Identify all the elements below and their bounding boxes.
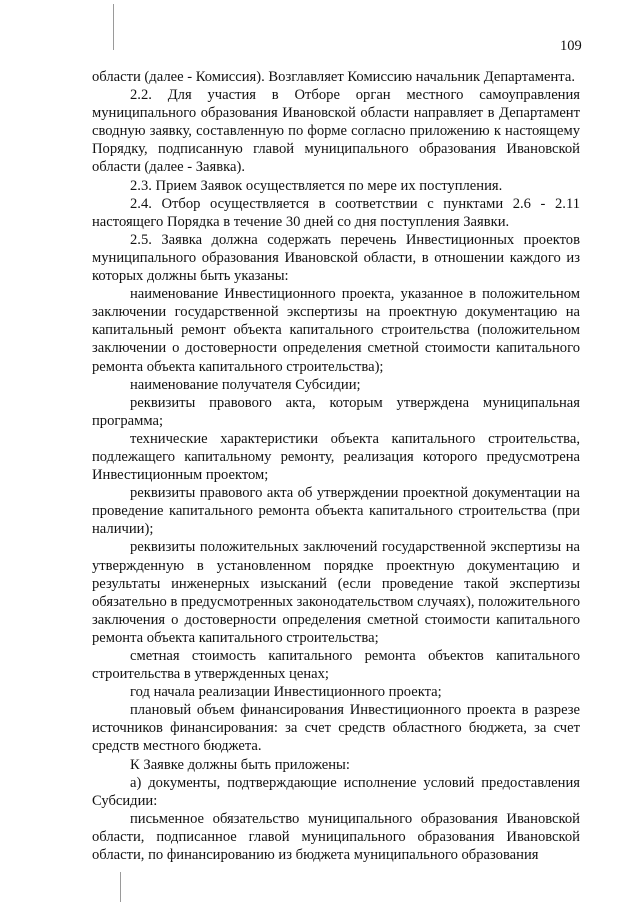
- scan-artifact-top: [113, 4, 114, 50]
- paragraph: области (далее - Комиссия). Возглавляет Комиссию начальник Департамента.: [92, 69, 575, 85]
- paragraph: реквизиты положительных заключений государственной экспертизы на утвержденную в установленном порядке проектную документацию и результаты инженерных изысканий (если проведение такой экспертизы обязательно в предусмотренных законодательством случаях), положительного заключения о достоверности определения сметной стоимости капитального ремонта объекта капитального строительства;: [92, 539, 580, 646]
- paragraph: наименование Инвестиционного проекта, указанное в положительном заключении государственной экспертизы на проектную документацию на капитальный ремонт объекта капитального строительства (положительном заключении о достоверности определения сметной стоимости капитального ремонта объекта капитального строительства);: [92, 286, 580, 375]
- paragraph: 2.2. Для участия в Отборе орган местного самоуправления муниципального образования Ивановской области направляет в Департамент сводную заявку, составленную по форме согласно приложению к настоящему Порядку, подписанную главой муниципального образования Ивановской области (далее - Заявка).: [92, 87, 580, 176]
- paragraph: письменное обязательство муниципального образования Ивановской области, подписанное главой муниципального образования Ивановской области, по финансированию из бюджета муниципального образования: [92, 810, 580, 864]
- paragraph: сметная стоимость капитального ремонта объектов капитального строительства в утвержденных ценах;: [92, 648, 580, 683]
- paragraph: 2.4. Отбор осуществляется в соответствии с пунктами 2.6 - 2.11 настоящего Порядка в течение 30 дней со дня поступления Заявки.: [92, 195, 580, 230]
- paragraph: 2.5. Заявка должна содержать перечень Инвестиционных проектов муниципального образования Ивановской области, в отношении каждого из которых должны быть указаны:: [92, 231, 580, 285]
- paragraph: плановый объем финансирования Инвестиционного проекта в разрезе источников финансирования: за счет средств областного бюджета, за счет средств местного бюджета.: [92, 702, 580, 755]
- paragraph: К Заявке должны быть приложены:: [130, 756, 350, 773]
- scan-artifact-bottom: [120, 872, 121, 902]
- page-number: 109: [560, 38, 582, 54]
- paragraph: реквизиты правового акта, которым утверждена муниципальная программа;: [92, 394, 580, 429]
- paragraph: технические характеристики объекта капитального строительства, подлежащего капитальному ремонту, реализация которого предусмотрена Инвестиционным проектом;: [92, 430, 580, 484]
- paragraph: наименование получателя Субсидии;: [130, 376, 361, 393]
- paragraph: реквизиты правового акта об утверждении проектной документации на проведение капитального ремонта объекта капитального строительства (при наличии);: [92, 485, 580, 538]
- document-body: [92, 68, 580, 864]
- paragraph: год начала реализации Инвестиционного проекта;: [130, 684, 442, 701]
- paragraph: 2.3. Прием Заявок осуществляется по мере их поступления.: [130, 177, 503, 194]
- paragraph: а) документы, подтверждающие исполнение условий предоставления Субсидии:: [92, 774, 580, 809]
